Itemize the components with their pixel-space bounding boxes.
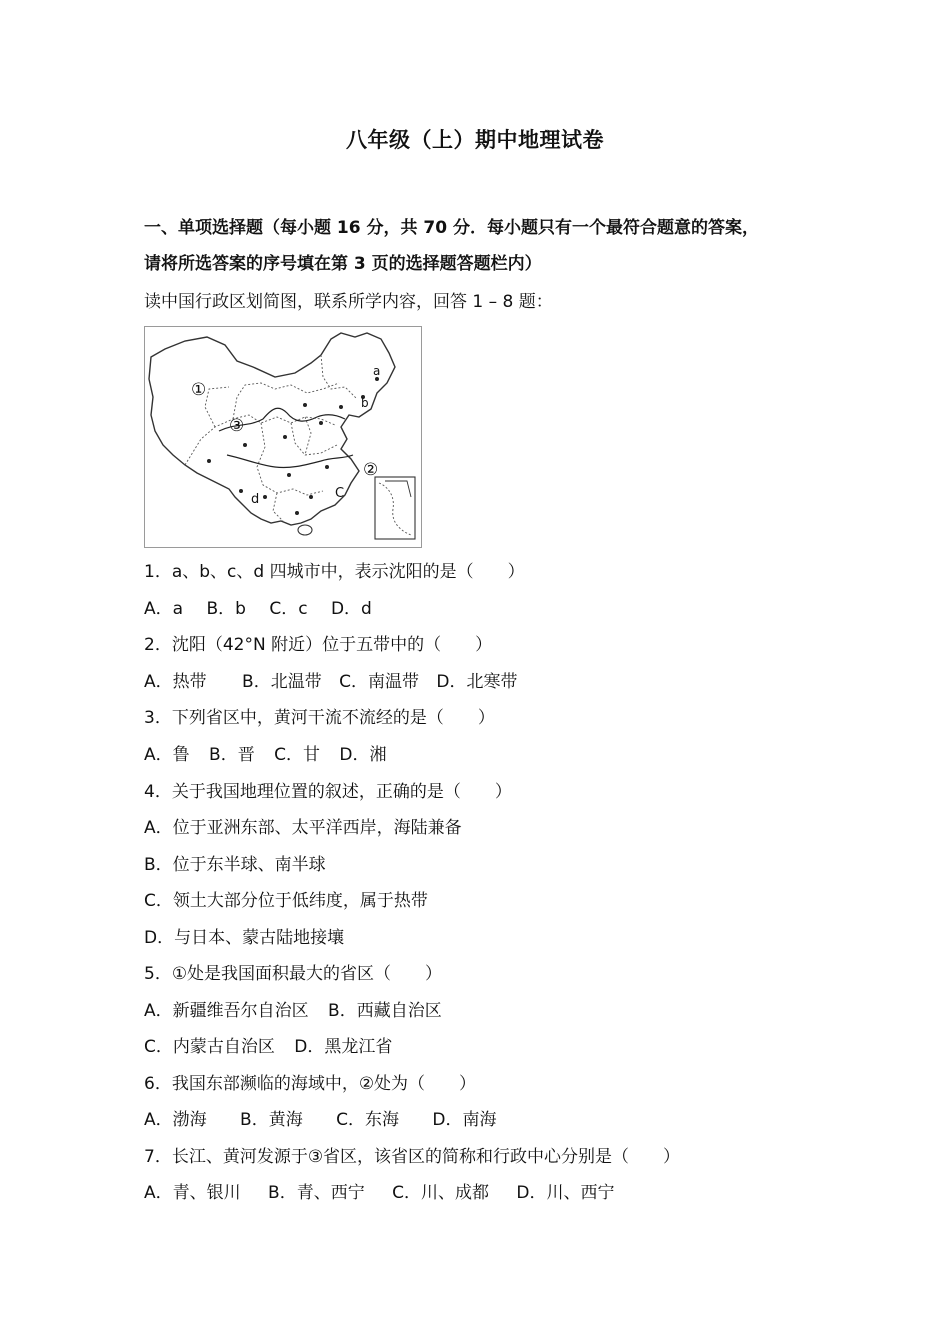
question-7-options <box>144 1181 633 1205</box>
question-6-options <box>144 1108 515 1132</box>
q7-option-b[interactable]: B．青、西宁 <box>268 1183 365 1203</box>
q4-option-c[interactable]: C．领土大部分位于低纬度，属于热带 <box>144 891 428 911</box>
q1-option-d[interactable]: D．d <box>330 599 372 619</box>
q7-option-d[interactable]: D．川、西宁 <box>516 1183 615 1203</box>
q7-option-c[interactable]: C．川、成都 <box>392 1183 489 1203</box>
q2-option-b[interactable]: B．北温带 <box>242 672 322 692</box>
page-title: 八年级（上）期中地理试卷 <box>346 128 604 152</box>
city-dot <box>283 435 287 439</box>
city-dot <box>287 473 291 477</box>
q5-option-d[interactable]: D．黑龙江省 <box>294 1037 393 1057</box>
province-boundary <box>233 383 339 419</box>
province-boundary <box>321 355 357 399</box>
map-label-d: d <box>251 492 260 507</box>
section-intro: 读中国行政区划简图，联系所学内容，回答 1 – 8 题： <box>144 292 553 312</box>
q6-option-b[interactable]: B．黄海 <box>240 1110 303 1130</box>
city-dot <box>319 421 323 425</box>
question-3-options <box>144 743 405 767</box>
question-1-options <box>144 597 390 621</box>
city-dot <box>295 511 299 515</box>
question-3-stem: 3．下列省区中，黄河干流不流经的是（ ） <box>144 708 495 728</box>
question-7-stem: 7．长江、黄河发源于③省区，该省区的简称和行政中心分别是（ ） <box>144 1147 681 1167</box>
section-heading-line-2: 请将所选答案的序号填在第 3 页的选择题答题栏内） <box>144 254 542 274</box>
south-sea-inset <box>375 477 415 539</box>
section-heading-line-1: 一、单项选择题（每小题 16 分，共 70 分．每小题只有一个最符合题意的答案， <box>144 218 759 238</box>
hainan-island <box>298 525 312 535</box>
province-boundary <box>291 423 337 455</box>
q7-option-a[interactable]: A．青、银川 <box>144 1183 241 1203</box>
question-5-stem: 5．①处是我国面积最大的省区（ ） <box>144 964 443 984</box>
province-boundary <box>185 415 335 465</box>
map-label-circle3: ③ <box>229 416 245 436</box>
q5-option-a[interactable]: A．新疆维吾尔自治区 <box>144 1001 309 1021</box>
province-boundary <box>273 493 283 521</box>
q3-option-b[interactable]: B．晋 <box>209 745 255 765</box>
q4-option-d[interactable]: D．与日本、蒙古陆地接壤 <box>144 928 345 948</box>
section-heading <box>144 210 844 282</box>
q3-option-c[interactable]: C．甘 <box>274 745 320 765</box>
city-dot <box>309 495 313 499</box>
q4-option-b[interactable]: B．位于东半球、南半球 <box>144 855 326 875</box>
q4-option-a[interactable]: A．位于亚洲东部、太平洋西岸，海陆兼备 <box>144 818 462 838</box>
city-dot <box>339 405 343 409</box>
city-dot <box>303 403 307 407</box>
yangtze-river <box>227 455 353 468</box>
q6-option-c[interactable]: C．东海 <box>336 1110 399 1130</box>
q3-option-a[interactable]: A．鲁 <box>144 745 190 765</box>
map-label-circle1: ① <box>191 380 207 400</box>
q1-option-c[interactable]: C．c <box>269 599 308 619</box>
question-6-stem: 6．我国东部濒临的海域中，②处为（ ） <box>144 1074 477 1094</box>
q5-option-b[interactable]: B．西藏自治区 <box>328 1001 442 1021</box>
city-dot <box>325 465 329 469</box>
q1-option-b[interactable]: B．b <box>206 599 246 619</box>
question-2-stem: 2．沈阳（42°N 附近）位于五带中的（ ） <box>144 635 493 655</box>
city-dot <box>243 443 247 447</box>
province-boundary <box>205 387 229 427</box>
china-map-drawing <box>145 327 421 547</box>
q2-option-c[interactable]: C．南温带 <box>339 672 419 692</box>
question-5-options-row2 <box>144 1035 410 1059</box>
map-label-a: a <box>373 364 381 378</box>
china-outline <box>149 333 395 525</box>
q5-option-c[interactable]: C．内蒙古自治区 <box>144 1037 275 1057</box>
province-boundary <box>305 417 311 455</box>
question-4-stem: 4．关于我国地理位置的叙述，正确的是（ ） <box>144 782 512 802</box>
q2-option-a[interactable]: A．热带 <box>144 672 207 692</box>
map-label-c: C <box>335 486 345 501</box>
q6-option-a[interactable]: A．渤海 <box>144 1110 207 1130</box>
question-1-stem: 1．a、b、c、d 四城市中，表示沈阳的是（ ） <box>144 562 525 582</box>
map-label-circle2: ② <box>363 460 379 480</box>
question-2-options <box>144 670 536 694</box>
q3-option-d[interactable]: D．湘 <box>339 745 387 765</box>
province-boundary <box>257 423 323 495</box>
city-dot <box>207 459 211 463</box>
china-admin-map <box>144 326 422 548</box>
map-label-b: b <box>361 396 369 410</box>
question-5-options-row1 <box>144 999 460 1023</box>
q2-option-d[interactable]: D．北寒带 <box>436 672 518 692</box>
q1-option-a[interactable]: A．a <box>144 599 184 619</box>
city-dot <box>239 489 243 493</box>
city-dot <box>263 495 267 499</box>
q6-option-d[interactable]: D．南海 <box>432 1110 497 1130</box>
